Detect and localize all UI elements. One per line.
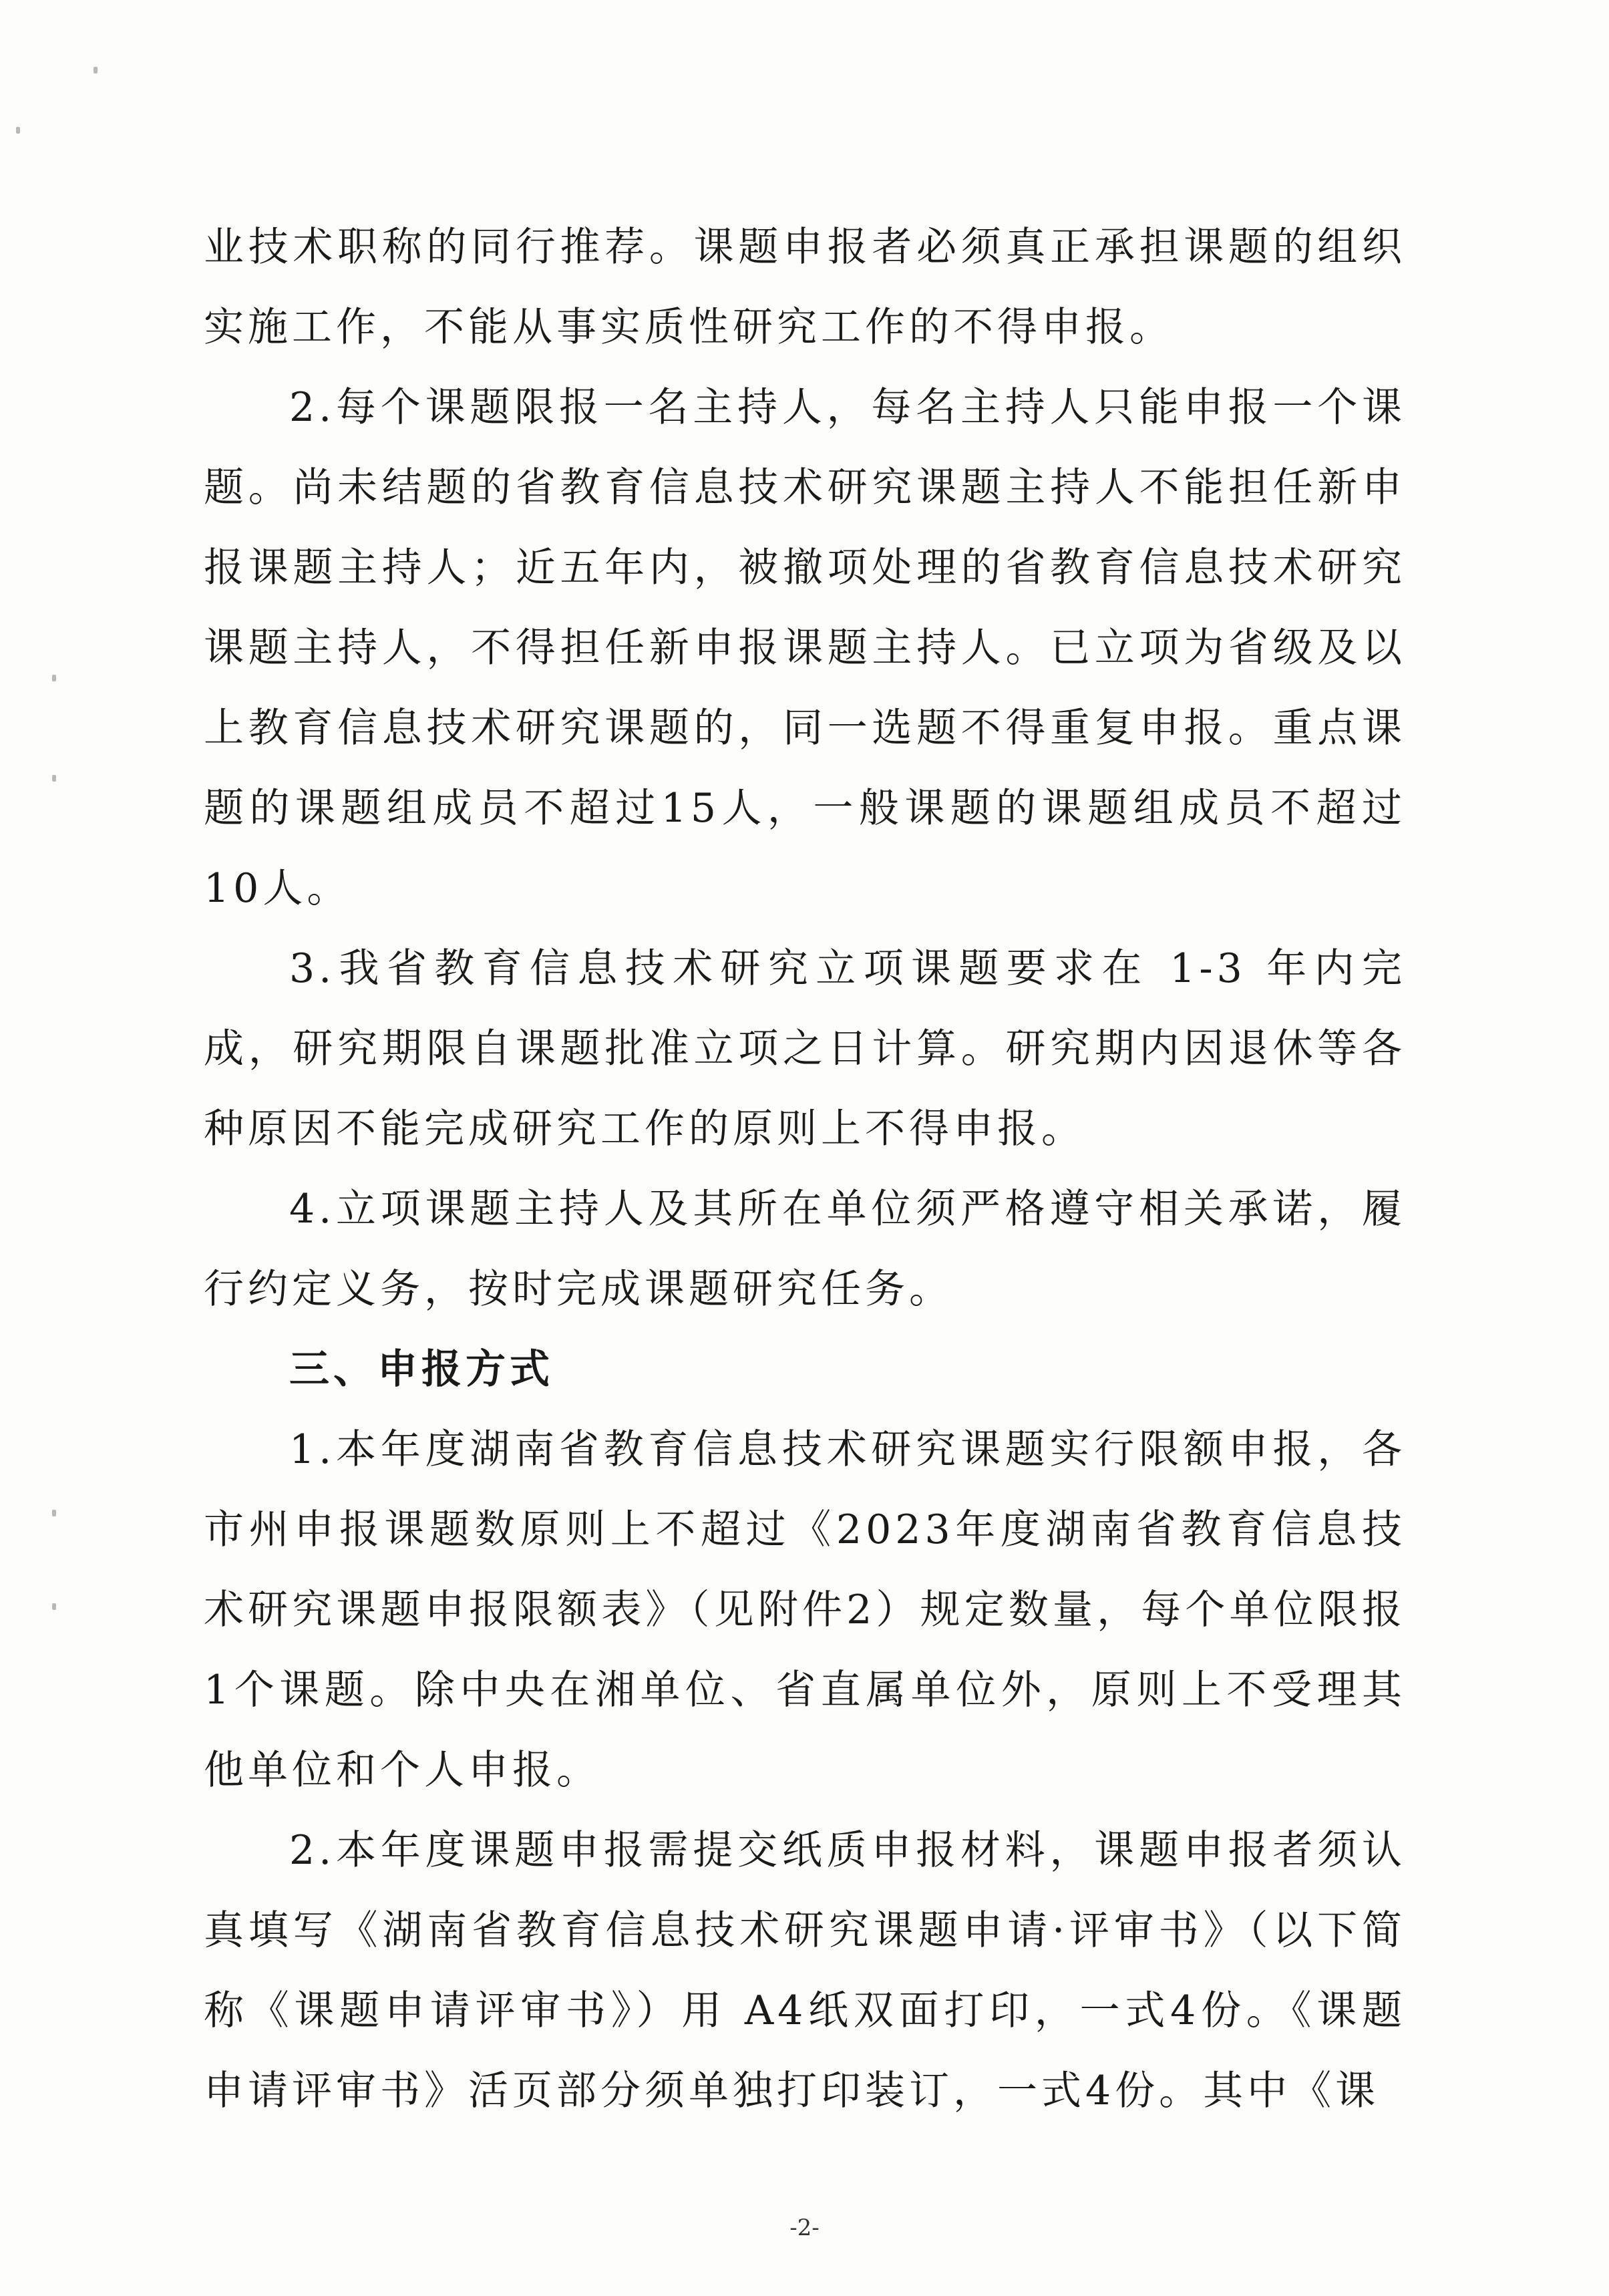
paragraph-item-4: 4.立项课题主持人及其所在单位须严格遵守相关承诺，履行约定义务，按时完成课题研究任务。 (204, 1186, 1406, 1313)
paragraph-section-item-2: 2.本年度课题申报需提交纸质申报材料，课题申报者须认真填写《湖南省教育信息技术研究课题申请·评审书》（以下简称《课题申请评审书》）用 A4纸双面打印，一式4份。《课题申请评审书》活页部分须单独打印装订，一式4份。其中《课 (204, 1827, 1406, 2114)
scan-speck (94, 67, 98, 73)
paragraph-item-3: 3.我省教育信息技术研究立项课题要求在 1-3 年内完成，研究期限自课题批准立项之日计算。研究期内因退休等各种原因不能完成研究工作的原则上不得申报。 (204, 945, 1406, 1152)
page-number: -2- (789, 2215, 820, 2241)
paragraph-item-2: 2.每个课题限报一名主持人，每名主持人只能申报一个课题。尚未结题的省教育信息技术研究课题主持人不能担任新申报课题主持人；近五年内，被撤项处理的省教育信息技术研究课题主持人，不得担任新申报课题主持人。已立项为省级及以上教育信息技术研究课题的，同一选题不得重复申报。重点课题的课题组成员不超过15人，一般课题的课题组成员不超过10人。 (204, 384, 1406, 912)
scan-speck (52, 1603, 56, 1610)
document-body (204, 207, 1406, 2131)
scan-speck (16, 127, 20, 134)
paragraph-continuation: 业技术职称的同行推荐。课题申报者必须真正承担课题的组织实施工作，不能从事实质性研究工作的不得申报。 (204, 224, 1406, 351)
paragraph-section-item-1: 1.本年度湖南省教育信息技术研究课题实行限额申报，各市州申报课题数原则上不超过《2023年度湖南省教育信息技术研究课题申报限额表》（见附件2）规定数量，每个单位限报1个课题。除中央在湘单位、省直属单位外，原则上不受理其他单位和个人申报。 (204, 1426, 1406, 1794)
scan-speck (52, 1510, 56, 1516)
scan-speck (52, 775, 56, 782)
scan-speck (52, 675, 56, 681)
section-heading: 三、申报方式 (289, 1346, 554, 1393)
